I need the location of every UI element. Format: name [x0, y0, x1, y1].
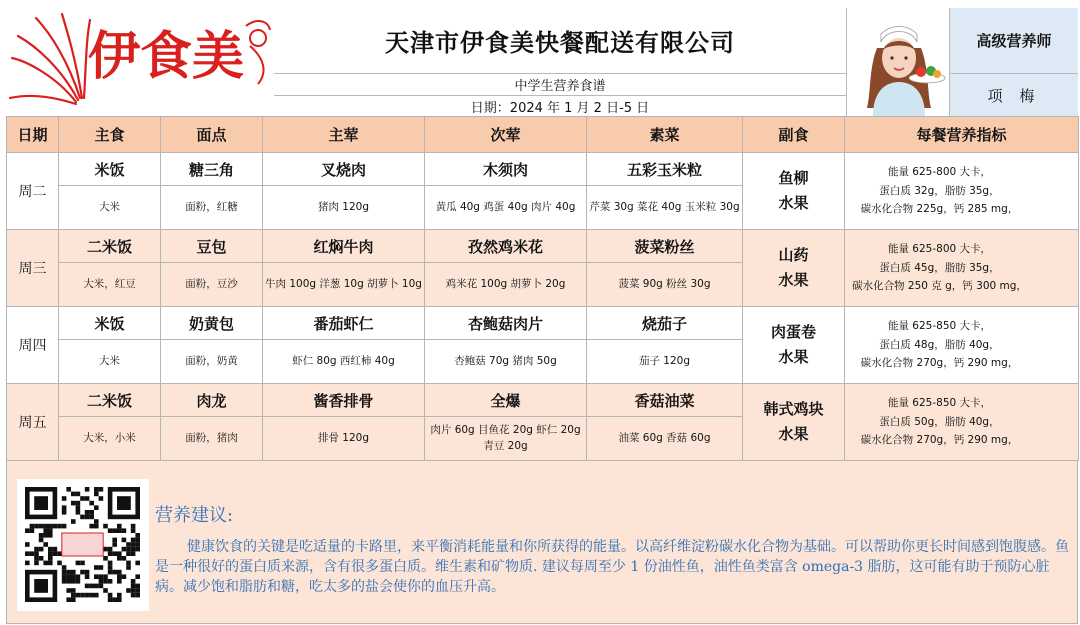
nutrition-cell	[845, 230, 1079, 307]
day-cell: 周四	[7, 307, 59, 384]
col-header-vegetable: 素菜	[587, 117, 743, 153]
col-header-side: 副食	[743, 117, 845, 153]
day-cell: 周二	[7, 153, 59, 230]
day-cell: 周三	[7, 230, 59, 307]
advice-section	[6, 460, 1078, 624]
dish-cell: 木须肉	[425, 153, 587, 186]
side-dish-item: 水果	[778, 271, 809, 289]
ingredient-cell: 茄子 120g	[587, 340, 743, 384]
side-dish-item: 水果	[778, 348, 809, 366]
ingredient-cell: 大米	[59, 340, 161, 384]
nutrition-cell	[845, 384, 1079, 461]
side-dish-cell	[743, 307, 845, 384]
date-range: 日期：2024 年 1 月 2 日-5 日	[470, 100, 650, 116]
carb-calcium-line: 碳水化合物 270g，钙 290 mg，	[860, 434, 1019, 447]
ingredient-cell: 大米，小米	[59, 417, 161, 461]
dish-cell: 米饭	[59, 307, 161, 340]
ingredient-cell: 排骨 120g	[263, 417, 425, 461]
ingredient-cell: 芹菜 30g 菜花 40g 玉米粒 30g	[587, 186, 743, 230]
company-name: 天津市伊食美快餐配送有限公司	[274, 8, 846, 74]
col-header-staple: 主食	[59, 117, 161, 153]
dish-cell: 肉龙	[161, 384, 263, 417]
nutrition-cell	[845, 307, 1079, 384]
ingredient-cell: 面粉，奶黄	[161, 340, 263, 384]
protein-fat-line: 蛋白质 32g，脂肪 35g，	[879, 184, 1000, 197]
qr-code	[17, 479, 149, 611]
side-dish-item: 韩式鸡块	[763, 399, 824, 418]
side-dish-item: 水果	[778, 194, 809, 212]
ingredient-cell: 菠菜 90g 粉丝 30g	[587, 263, 743, 307]
side-dish-cell	[743, 153, 845, 230]
energy-line: 能量 625-850 大卡，	[887, 397, 992, 410]
nutritionist-title: 高级营养师	[950, 8, 1078, 74]
nutritionist-illustration	[846, 8, 950, 116]
energy-line: 能量 625-800 大卡，	[887, 166, 992, 179]
nutrition-cell	[845, 153, 1079, 230]
day-cell: 周五	[7, 384, 59, 461]
ingredient-cell: 面粉，猪肉	[161, 417, 263, 461]
table-row	[7, 230, 1079, 263]
table-row	[7, 384, 1079, 417]
dish-cell: 叉烧肉	[263, 153, 425, 186]
carb-calcium-line: 碳水化合物 225g，钙 285 mg，	[860, 203, 1019, 216]
side-dish-cell	[743, 384, 845, 461]
dish-cell: 杏鲍菇肉片	[425, 307, 587, 340]
ingredient-cell: 猪肉 120g	[263, 186, 425, 230]
nutritionist-name: 项 梅	[950, 74, 1078, 116]
advice-block	[155, 501, 1077, 597]
ingredient-cell: 鸡米花 100g 胡萝卜 20g	[425, 263, 587, 307]
dish-cell: 孜然鸡米花	[425, 230, 587, 263]
menu-subtitle: 中学生营养食谱	[274, 74, 846, 96]
side-dish-cell	[743, 230, 845, 307]
table-row	[7, 307, 1079, 340]
dish-cell: 豆包	[161, 230, 263, 263]
dish-cell: 烧茄子	[587, 307, 743, 340]
ingredient-cell: 肉片 60g 目鱼花 20g 虾仁 20g 青豆 20g	[425, 417, 587, 461]
ingredient-cell: 大米	[59, 186, 161, 230]
ingredient-cell: 大米，红豆	[59, 263, 161, 307]
dish-cell: 糖三角	[161, 153, 263, 186]
carb-calcium-line: 碳水化合物 270g，钙 290 mg，	[860, 357, 1019, 370]
dish-cell: 二米饭	[59, 384, 161, 417]
dish-cell: 红焖牛肉	[263, 230, 425, 263]
dish-cell: 番茄虾仁	[263, 307, 425, 340]
dish-cell: 米饭	[59, 153, 161, 186]
advice-title: 营养建议:	[155, 505, 234, 526]
col-header-main-meat: 主荤	[263, 117, 425, 153]
dish-cell: 香菇油菜	[587, 384, 743, 417]
protein-fat-line: 蛋白质 50g，脂肪 40g，	[879, 415, 1000, 428]
logo-text: 伊食美	[88, 26, 245, 87]
table-row	[7, 153, 1079, 186]
side-dish-item: 肉蛋卷	[770, 322, 816, 341]
menu-sheet	[4, 4, 1078, 624]
side-dish-item: 鱼柳	[778, 168, 809, 187]
ingredient-cell: 面粉，红糖	[161, 186, 263, 230]
dish-cell: 五彩玉米粒	[587, 153, 743, 186]
ingredient-cell: 虾仁 80g 西红柿 40g	[263, 340, 425, 384]
col-header-nutrition: 每餐营养指标	[845, 117, 1079, 153]
ingredient-cell: 杏鲍菇 70g 猪肉 50g	[425, 340, 587, 384]
ingredient-cell: 面粉，豆沙	[161, 263, 263, 307]
col-header-pastry: 面点	[161, 117, 263, 153]
dish-cell: 酱香排骨	[263, 384, 425, 417]
dish-cell: 菠菜粉丝	[587, 230, 743, 263]
ingredient-cell: 牛肉 100g 洋葱 10g 胡萝卜 10g	[263, 263, 425, 307]
side-dish-item: 山药	[778, 245, 809, 264]
col-header-second-meat: 次荤	[425, 117, 587, 153]
dish-cell: 全爆	[425, 384, 587, 417]
header-row	[7, 117, 1079, 153]
protein-fat-line: 蛋白质 48g，脂肪 40g，	[879, 338, 1000, 351]
dish-cell: 二米饭	[59, 230, 161, 263]
brand-logo	[6, 6, 274, 110]
side-dish-item: 水果	[778, 425, 809, 443]
advice-text: 健康饮食的关键是吃适量的卡路里，来平衡消耗能量和你所获得的能量。以高纤维淀粉碳水化合物为基础。可以帮助你更长时间感到饱腹感。鱼是一种很好的蛋白质来源，含有很多蛋白质。维生素和矿物质. 建议每周至少 1 份油性鱼，油性鱼类富含 omega-3 脂肪，这可能有助于预防心脏病。减少饱和脂肪和糖，吃太多的盐会使你的血压升高。	[155, 539, 1069, 595]
ingredient-cell: 黄瓜 40g 鸡蛋 40g 肉片 40g	[425, 186, 587, 230]
energy-line: 能量 625-850 大卡，	[887, 320, 992, 333]
menu-table	[6, 116, 1079, 461]
col-header-date: 日期	[7, 117, 59, 153]
protein-fat-line: 蛋白质 45g，脂肪 35g，	[879, 261, 1000, 274]
ingredient-cell: 油菜 60g 香菇 60g	[587, 417, 743, 461]
dish-cell: 奶黄包	[161, 307, 263, 340]
energy-line: 能量 625-800 大卡，	[887, 243, 992, 256]
carb-calcium-line: 碳水化合物 250 克 g，钙 300 mg，	[852, 280, 1027, 293]
